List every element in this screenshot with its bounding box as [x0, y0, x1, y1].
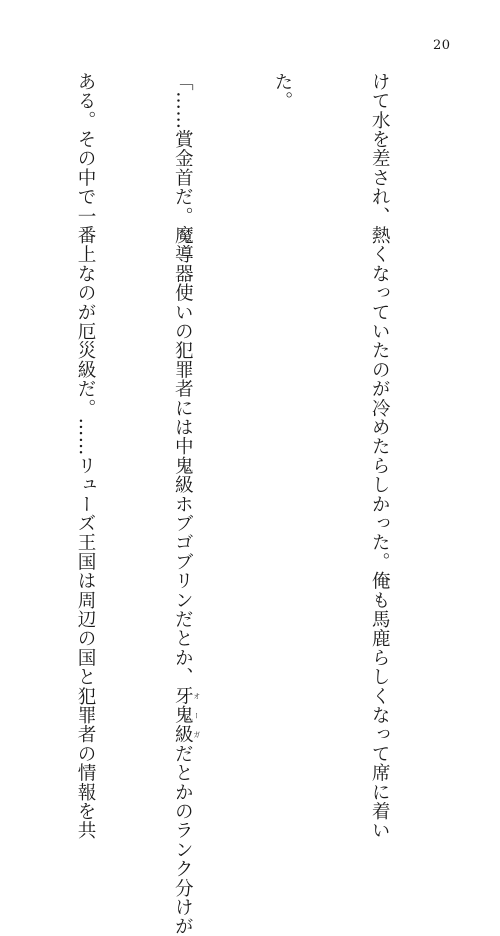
page-number: 20	[433, 38, 451, 53]
text-line: 「……賞金首だ。魔導器使いの犯罪者には中鬼級ホブゴブリンだとか、牙鬼級 オーガだとかのランク分けが	[172, 72, 201, 936]
text-line: ある。その中で一番上なのが厄災級だ。……リューズ王国は周辺の国と犯罪者の情報を共	[75, 72, 97, 840]
body-text	[60, 72, 460, 936]
text-line: けて水を差され、熱くなっていたのが冷めたらしかった。俺も馬鹿らしくなって席に着い	[369, 72, 391, 840]
text-line	[0, 72, 4, 672]
text-line: た。	[271, 72, 293, 111]
ruby-annotation: 牙鬼級 オーガ	[172, 686, 201, 744]
